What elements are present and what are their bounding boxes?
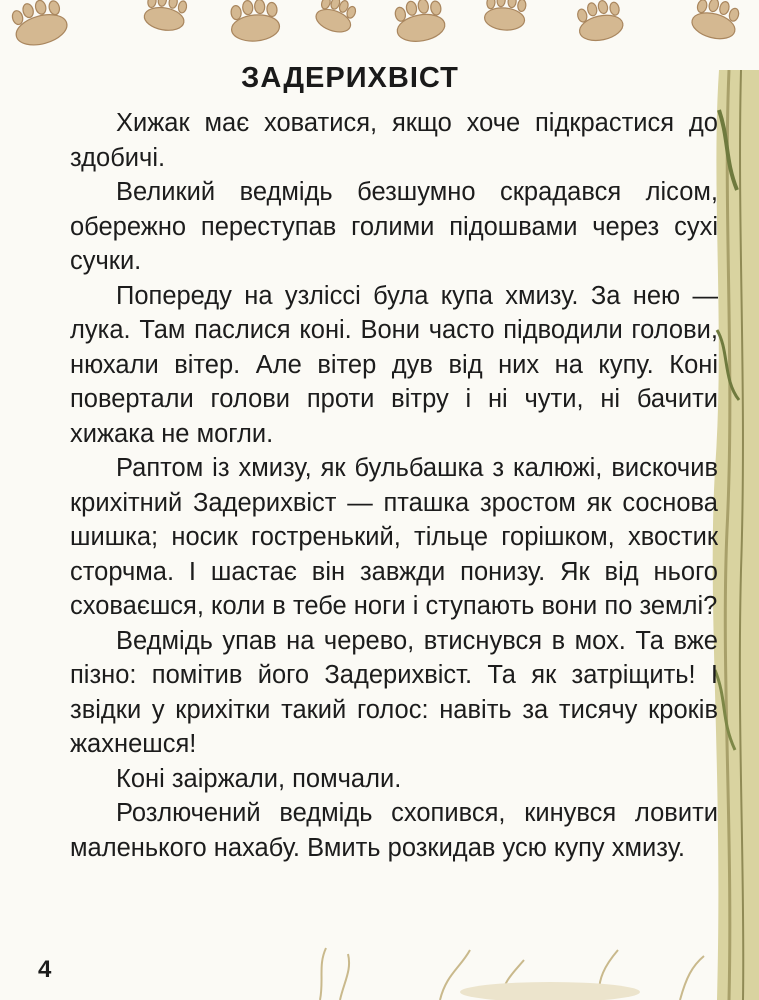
paragraph: Коні заіржали, помчали. bbox=[116, 764, 402, 793]
paragraph: Ведмідь упав на черево, втиснувся в мох. Та вже пізно: помітив його Задерихвіст. Та як затріщить! І звідки у крихітки такий голос: навіть за тисячу кроків жахнешся! bbox=[70, 626, 718, 758]
paragraph: Великий ведмідь безшумно скрадався лісом, обережно переступав голими підошвами через сухі сучки. bbox=[70, 178, 718, 275]
paragraph: Попереду на узліссі була купа хмизу. За нею — лука. Там паслися коні. Вони часто підводили голови, нюхали вітер. Але вітер дув від них на купу. Коні повертали голови проти вітру і ні чути, ні бачити хижака не могли. bbox=[70, 281, 718, 448]
grass-illustration bbox=[300, 920, 759, 1000]
page-title: ЗАДЕРИХВІСТ bbox=[241, 62, 459, 94]
story-text bbox=[70, 106, 718, 865]
paragraph: Раптом із хмизу, як бульбашка з калюжі, вискочив крихітний Задерихвіст — пташка зростом як соснова шишка; носик гостренький, тільце горішком, хвостик сторчма. І шастає він завжди понизу. Як від нього сховаєшся, коли в тебе ноги і ступають вони по землі? bbox=[70, 454, 718, 620]
paw-prints-icon bbox=[0, 0, 759, 60]
page-number: 4 bbox=[38, 956, 52, 983]
paragraph: Хижак має ховатися, якщо хоче підкрастися до здобичі. bbox=[70, 109, 718, 172]
paragraph: Розлючений ведмідь схопився, кинувся ловити маленького нахабу. Вмить розкидав усю купу хмизу. bbox=[70, 799, 718, 862]
